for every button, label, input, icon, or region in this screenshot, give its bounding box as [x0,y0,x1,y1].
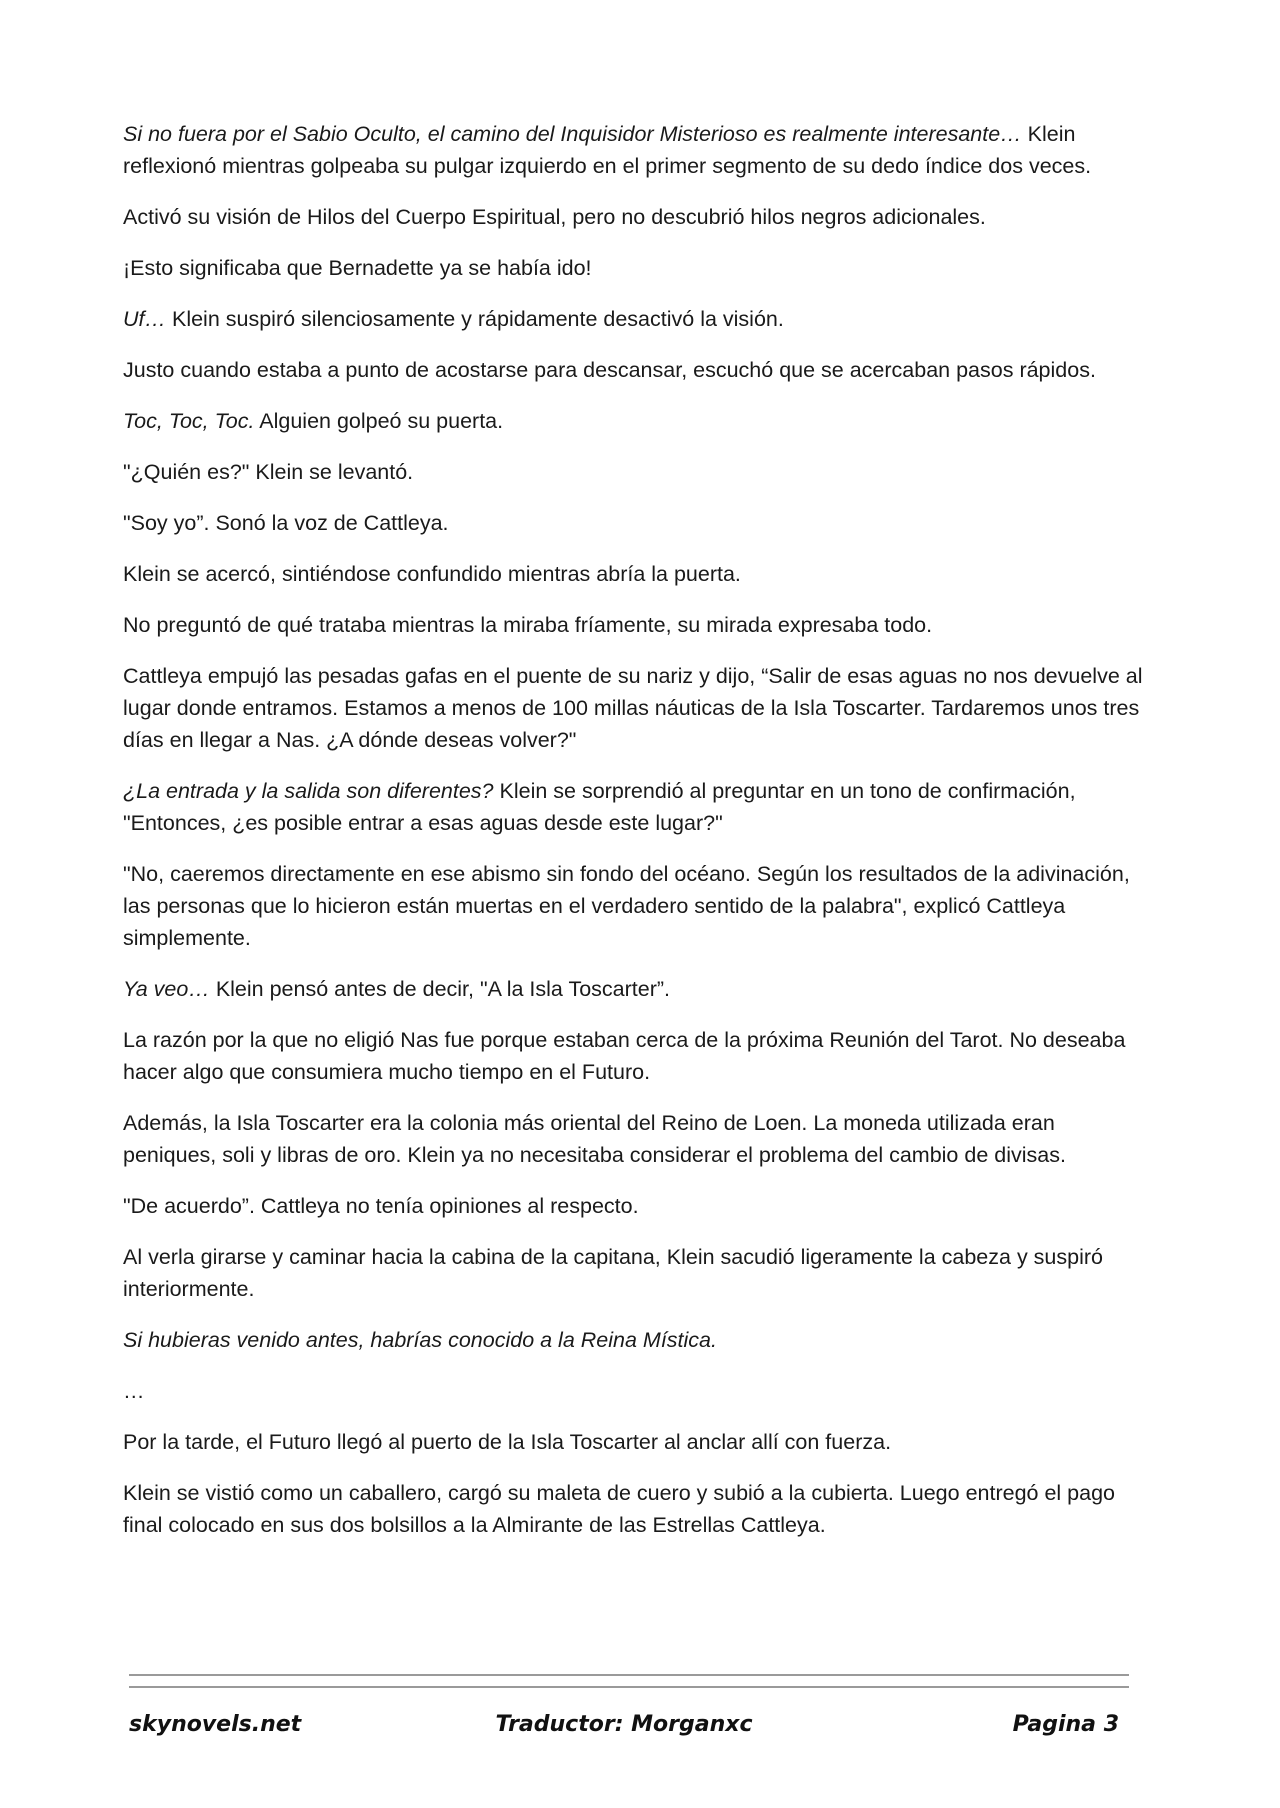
paragraph-text: Al verla girarse y caminar hacia la cabina de la capitana, Klein sacudió ligeramente la cabeza y suspiró interiormente. [123,1245,1103,1301]
paragraph [123,1190,1143,1222]
italic-text: Si hubieras venido antes, habrías conocido a la Reina Mística. [123,1328,717,1352]
paragraph [123,1324,1143,1356]
paragraph [123,660,1143,756]
paragraph [123,405,1143,437]
paragraph-text: ¡Esto significaba que Bernadette ya se había ido! [123,256,592,280]
footer-translator: Traductor: Morganxc [495,1712,753,1737]
paragraph [123,973,1143,1005]
page-footer [129,1712,1119,1752]
paragraph-text: Klein se vistió como un caballero, cargó su maleta de cuero y subió a la cubierta. Luego entregó el pago final colocado en sus dos bolsillos a la Almirante de las Estrellas Cattleya. [123,1481,1115,1537]
paragraph [123,1426,1143,1458]
paragraph-text: Alguien golpeó su puerta. [254,409,504,433]
paragraph [123,858,1143,954]
paragraph-text: Klein pensó antes de decir, "A la Isla Toscarter”. [209,977,671,1001]
paragraph-text: Cattleya empujó las pesadas gafas en el puente de su nariz y dijo, “Salir de esas aguas no nos devuelve al lugar donde entramos. Estamos a menos de 100 millas náuticas de la Isla Toscarter. Tardaremos unos tres días en llegar a Nas. ¿A dónde deseas volver?" [123,664,1143,752]
paragraph-text: "No, caeremos directamente en ese abismo sin fondo del océano. Según los resultados de la adivinación, las personas que lo hicieron están muertas en el verdadero sentido de la palabra", explicó Cattleya simplemente. [123,862,1130,950]
paragraph-text: No preguntó de qué trataba mientras la miraba fríamente, su mirada expresaba todo. [123,613,933,637]
paragraph-text: Por la tarde, el Futuro llegó al puerto de la Isla Toscarter al anclar allí con fuerza. [123,1430,892,1454]
paragraph-text: Klein se sorprendió al preguntar en un tono de confirmación, "Entonces, ¿es posible entrar a esas aguas desde este lugar?" [123,779,1076,835]
paragraph-text: … [123,1379,145,1403]
italic-text: ¿La entrada y la salida son diferentes? [123,779,494,803]
paragraph-text: "De acuerdo”. Cattleya no tenía opiniones al respecto. [123,1194,639,1218]
footer-divider-bottom [129,1686,1129,1688]
paragraph-text: Activó su visión de Hilos del Cuerpo Espiritual, pero no descubrió hilos negros adicionales. [123,205,986,229]
paragraph [123,775,1143,839]
paragraph-text: La razón por la que no eligió Nas fue porque estaban cerca de la próxima Reunión del Tarot. No deseaba hacer algo que consumiera mucho tiempo en el Futuro. [123,1028,1126,1084]
paragraph-text: Klein se acercó, sintiéndose confundido mientras abría la puerta. [123,562,741,586]
paragraph [123,507,1143,539]
paragraph-text: Además, la Isla Toscarter era la colonia más oriental del Reino de Loen. La moneda utilizada eran peniques, soli y libras de oro. Klein ya no necesitaba considerar el problema del cambio de divisas. [123,1111,1066,1167]
italic-text: Ya veo… [123,977,210,1001]
italic-text: Toc, Toc, Toc. [123,409,255,433]
paragraph [123,609,1143,641]
paragraph [123,303,1143,335]
page-body [123,118,1143,1560]
footer-divider-top [129,1674,1129,1676]
paragraph-text: Klein suspiró silenciosamente y rápidamente desactivó la visión. [166,307,784,331]
paragraph [123,456,1143,488]
paragraph [123,1477,1143,1541]
footer-page-number: Pagina 3 [1012,1712,1119,1737]
paragraph [123,1375,1143,1407]
paragraph [123,354,1143,386]
footer-site: skynovels.net [129,1712,302,1737]
paragraph [123,118,1143,182]
italic-text: Uf… [123,307,166,331]
paragraph [123,201,1143,233]
paragraph-text: Justo cuando estaba a punto de acostarse para descansar, escuchó que se acercaban pasos rápidos. [123,358,1096,382]
paragraph-text: Klein reflexionó mientras golpeaba su pulgar izquierdo en el primer segmento de su dedo índice dos veces. [123,122,1092,178]
italic-text: Si no fuera por el Sabio Oculto, el camino del Inquisidor Misterioso es realmente interesante… [123,122,1022,146]
paragraph [123,1024,1143,1088]
paragraph [123,252,1143,284]
paragraph [123,1241,1143,1305]
paragraph-text: "Soy yo”. Sonó la voz de Cattleya. [123,511,449,535]
paragraph [123,558,1143,590]
paragraph-text: "¿Quién es?" Klein se levantó. [123,460,414,484]
paragraph [123,1107,1143,1171]
